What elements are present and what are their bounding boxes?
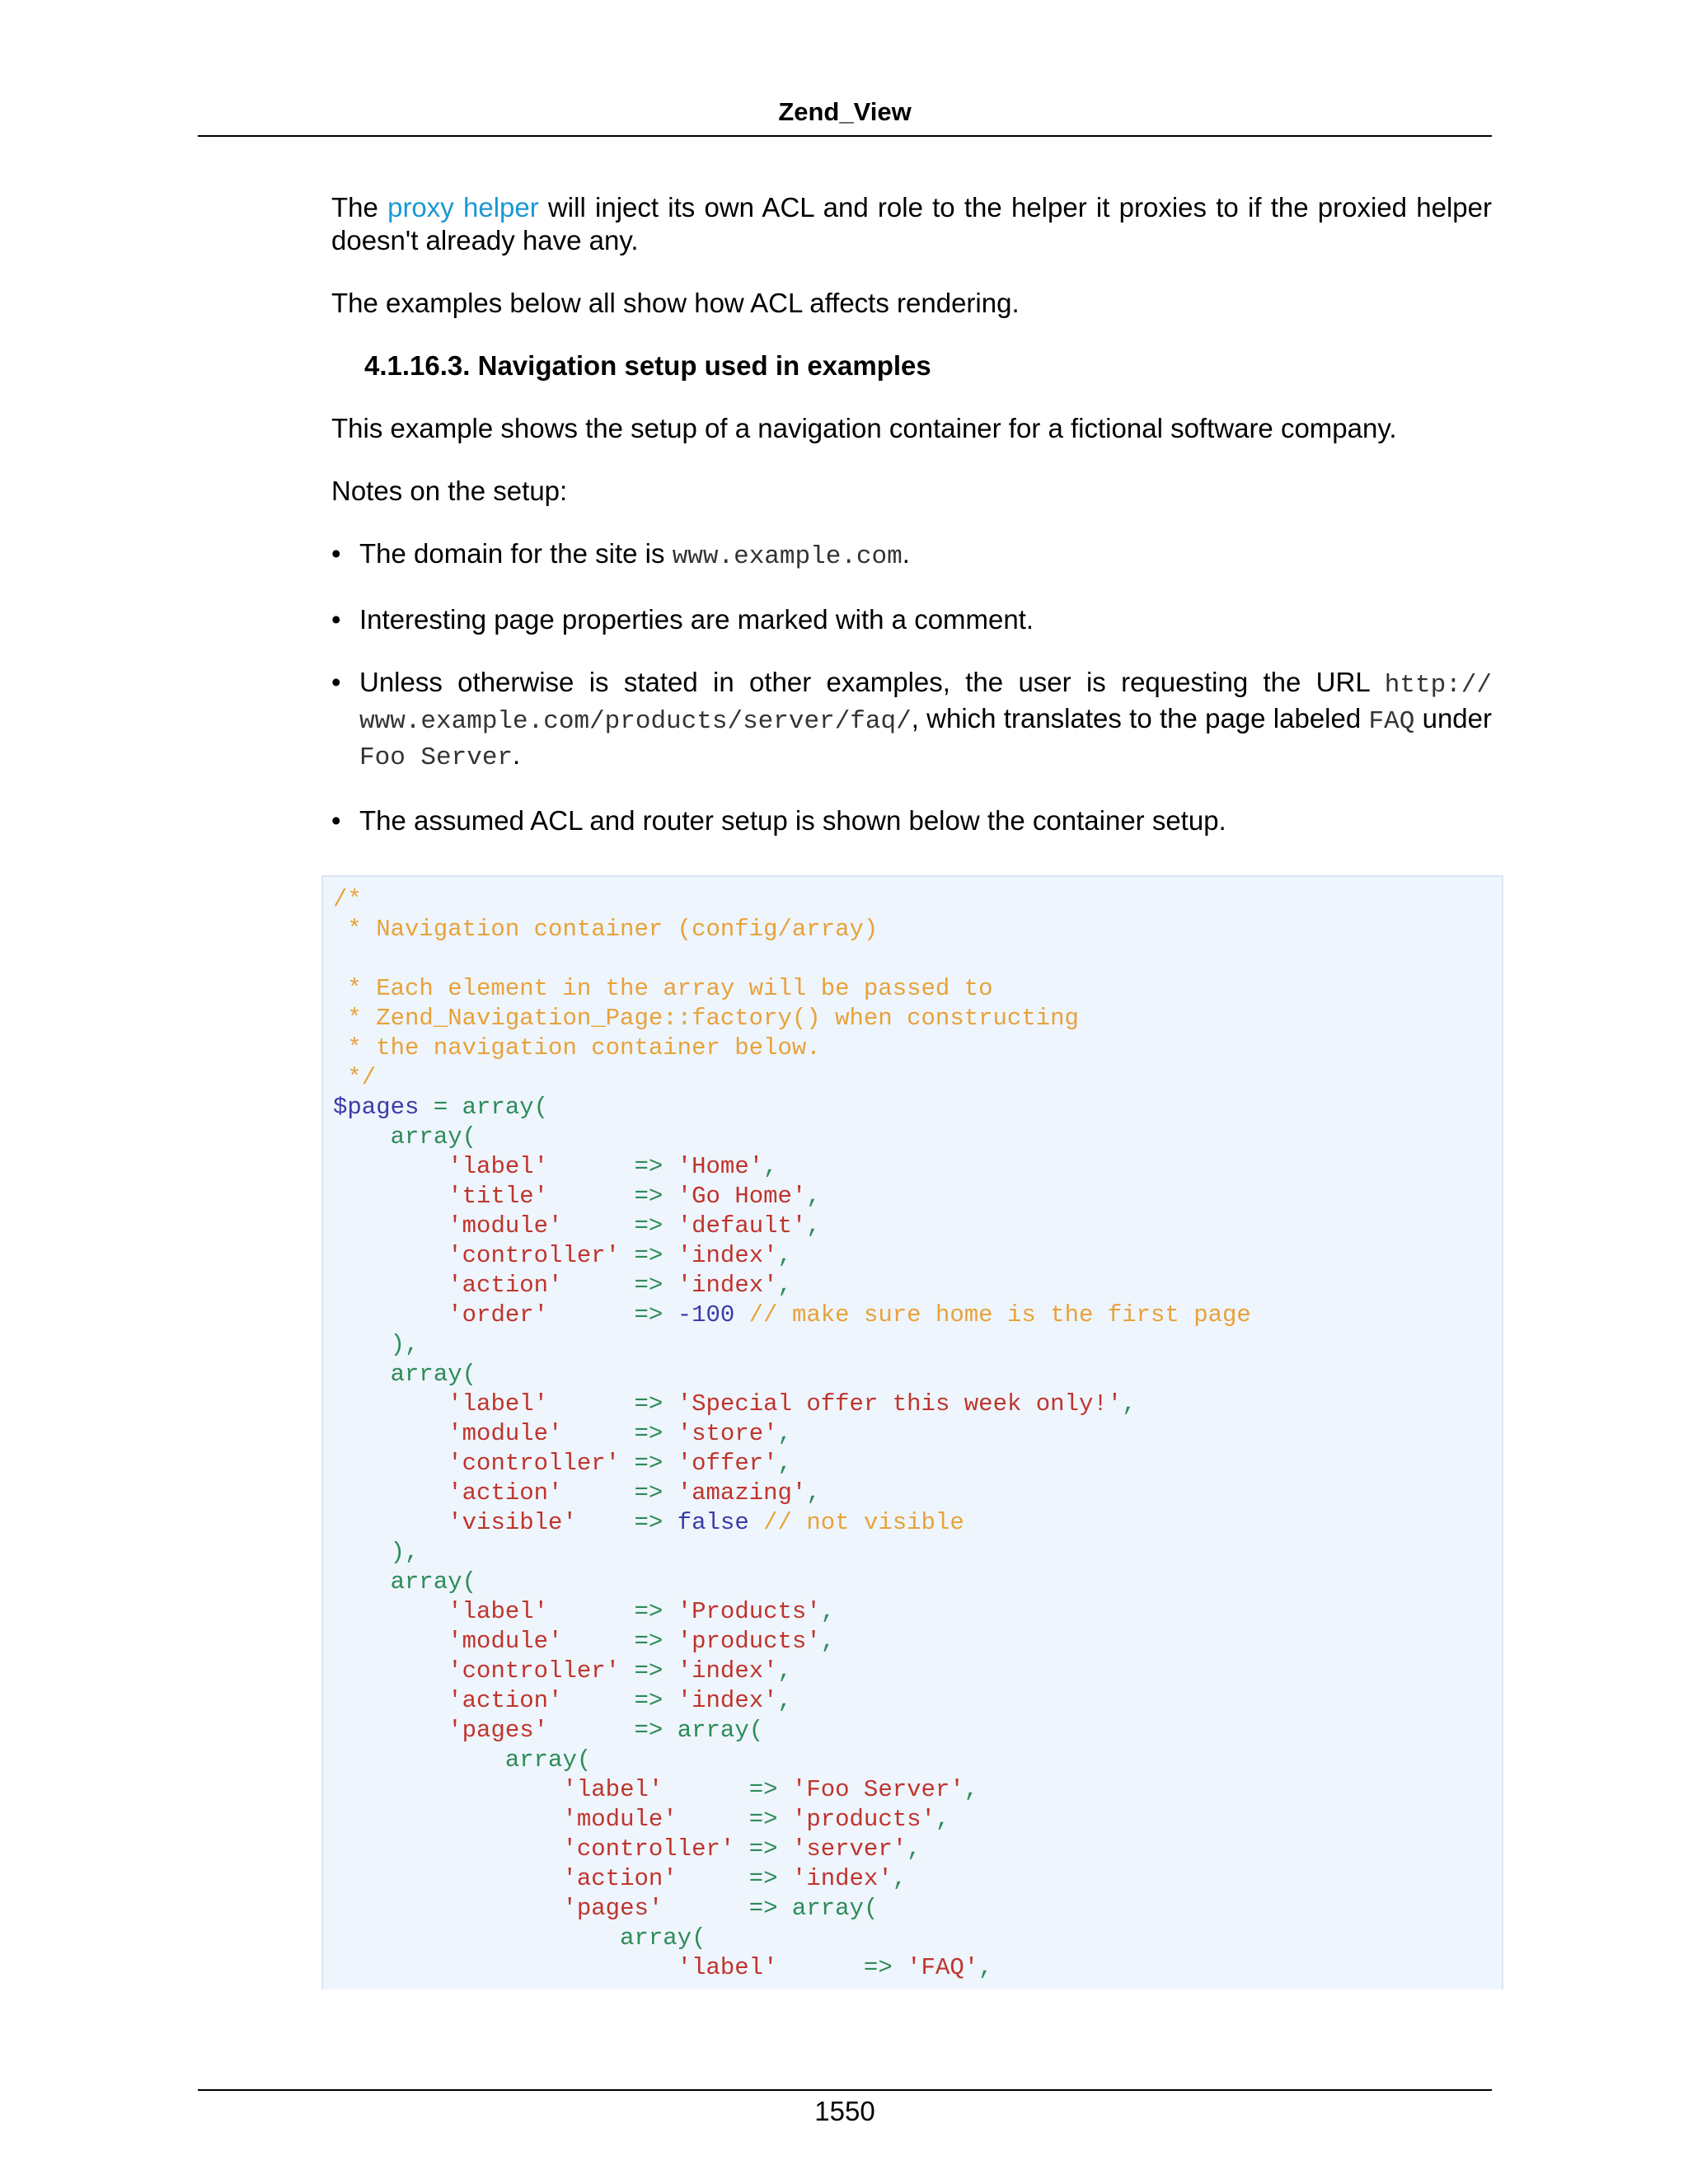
proxy-helper-link[interactable]: proxy helper (387, 192, 539, 223)
code-token: array (390, 1568, 462, 1596)
code-token: 'Foo Server' (791, 1776, 964, 1803)
code-token: => (548, 1183, 678, 1210)
code-token: 'module' (448, 1212, 563, 1240)
code-token: array (620, 1924, 692, 1952)
list-item (331, 537, 1492, 574)
code-line (333, 1301, 1502, 1330)
intro-text-after: will inject its own ACL and role to the helper it proxies to if the proxied helper doesn't already have any. (331, 192, 1492, 255)
code-line (333, 1538, 1502, 1568)
code-token: 'controller' (448, 1242, 621, 1269)
notes-list (331, 537, 1492, 837)
list-item (331, 603, 1492, 636)
code-token: ( (462, 1123, 477, 1151)
code-line (333, 1864, 1502, 1894)
code-token: 'visible' (448, 1509, 577, 1536)
code-token (333, 1954, 678, 1981)
code-token: 'pages' (448, 1717, 549, 1744)
code-token: 'label' (448, 1390, 549, 1418)
code-token: , (777, 1420, 792, 1447)
bullet-icon: • (331, 538, 341, 569)
code-token: => (548, 1301, 678, 1329)
code-token: 'module' (448, 1628, 563, 1655)
code-token: 'controller' (448, 1657, 621, 1685)
code-token: ( (576, 1746, 592, 1774)
domain-code: www.example.com (672, 542, 903, 571)
intro-text-before: The (331, 192, 388, 223)
code-line (333, 1152, 1502, 1182)
code-token: 'Special offer this week only!' (677, 1390, 1123, 1418)
code-line (333, 1716, 1502, 1746)
code-token: , (978, 1954, 993, 1981)
code-line (333, 1835, 1502, 1864)
code-line (333, 1657, 1502, 1686)
code-token: , (763, 1153, 778, 1180)
code-token: 'label' (448, 1598, 549, 1625)
code-line (333, 1479, 1502, 1508)
code-token: => (562, 1479, 678, 1507)
code-token: => (620, 1242, 678, 1269)
code-token: 'module' (562, 1806, 678, 1833)
code-token: 'products' (791, 1806, 935, 1833)
code-token (333, 1568, 391, 1596)
code-token: * Each element in the array will be passed to (333, 975, 993, 1002)
code-token (333, 1628, 448, 1655)
bullet-text-mid: , which translates to the page labeled (911, 703, 1369, 733)
bullet-text: Interesting page properties are marked with a comment. (359, 604, 1034, 635)
code-token (333, 1361, 391, 1388)
code-token: 'default' (677, 1212, 807, 1240)
code-token: 'index' (677, 1272, 778, 1299)
code-line (333, 974, 1502, 1004)
code-token: 'products' (677, 1628, 821, 1655)
code-token: -100 (677, 1301, 735, 1329)
code-token (333, 1390, 448, 1418)
code-line (333, 1953, 1502, 1983)
code-token: , (777, 1657, 792, 1685)
code-token: 'module' (448, 1420, 563, 1447)
code-token (333, 1806, 562, 1833)
code-line (333, 1033, 1502, 1063)
code-token: => (777, 1954, 907, 1981)
code-token (333, 1687, 448, 1714)
code-token: 'Home' (677, 1153, 764, 1180)
code-line (333, 1597, 1502, 1627)
code-token: , (964, 1776, 979, 1803)
code-token: 'FAQ' (907, 1954, 979, 1981)
code-token: => (620, 1657, 678, 1685)
code-token: => (562, 1272, 678, 1299)
code-line (333, 1390, 1502, 1419)
code-token: ( (533, 1094, 549, 1121)
code-token: ( (462, 1568, 477, 1596)
code-line (333, 1805, 1502, 1835)
code-token: 'controller' (562, 1835, 735, 1863)
code-line (333, 885, 1502, 915)
code-token: , (806, 1183, 821, 1210)
code-token: array (390, 1123, 462, 1151)
bullet-icon: • (331, 604, 341, 635)
code-token (333, 1924, 620, 1952)
code-token (333, 1835, 562, 1863)
code-line (333, 1212, 1502, 1241)
code-token: , (892, 1865, 907, 1892)
code-token: , (777, 1242, 792, 1269)
code-token: ), (333, 1331, 420, 1358)
code-token (333, 1242, 448, 1269)
code-token: * Zend_Navigation_Page::factory() when constructing (333, 1005, 1079, 1032)
code-token: 'server' (791, 1835, 907, 1863)
code-token: */ (333, 1064, 377, 1091)
code-token: => (663, 1895, 792, 1922)
code-token: , (820, 1598, 836, 1625)
code-token: 'index' (677, 1242, 778, 1269)
bullet-icon: • (331, 667, 341, 697)
code-line (333, 1924, 1502, 1953)
code-token: ), (333, 1539, 420, 1566)
code-token: false (677, 1509, 749, 1536)
code-line (333, 1182, 1502, 1212)
code-token: => (548, 1153, 678, 1180)
code-token (333, 1153, 448, 1180)
code-line (333, 1063, 1502, 1093)
code-token: * the navigation container below. (333, 1034, 821, 1062)
code-token: , (806, 1479, 821, 1507)
code-line (333, 944, 1502, 974)
code-token: 'action' (448, 1687, 563, 1714)
code-line (333, 1568, 1502, 1597)
code-token: 'label' (448, 1153, 549, 1180)
code-token: => (620, 1450, 678, 1477)
code-token: , (806, 1212, 821, 1240)
page-header-title: Zend_View (778, 97, 912, 126)
code-token: => (576, 1509, 678, 1536)
code-token (333, 1420, 448, 1447)
code-line (333, 1686, 1502, 1716)
setup-paragraph: This example shows the setup of a navigation container for a fictional software company. (331, 413, 1397, 443)
code-token: array (462, 1094, 534, 1121)
code-line (333, 915, 1502, 944)
code-token: // not visible (748, 1509, 964, 1536)
code-token: array (791, 1895, 864, 1922)
code-line (333, 1627, 1502, 1657)
section-heading: 4.1.16.3. Navigation setup used in examples (364, 350, 931, 381)
code-line (333, 1419, 1502, 1449)
code-line (333, 1775, 1502, 1805)
footer-rule (198, 2089, 1492, 2091)
code-token: array (390, 1361, 462, 1388)
code-token: ( (692, 1924, 706, 1952)
code-block (323, 877, 1502, 1983)
code-token: => (562, 1687, 678, 1714)
code-token: 'label' (562, 1776, 663, 1803)
code-token: 'Products' (677, 1598, 821, 1625)
code-token (333, 1865, 562, 1892)
code-token: 'index' (677, 1657, 778, 1685)
code-line (333, 1746, 1502, 1775)
list-item (331, 666, 1492, 775)
code-token: => (677, 1806, 792, 1833)
code-token: => (734, 1835, 792, 1863)
code-token: 'action' (448, 1272, 563, 1299)
code-line (333, 1004, 1502, 1033)
code-line (333, 1271, 1502, 1301)
code-token: , (1122, 1390, 1137, 1418)
code-token: 'store' (677, 1420, 778, 1447)
code-line (333, 1093, 1502, 1122)
code-token: 'Go Home' (677, 1183, 807, 1210)
code-token: /* (333, 886, 362, 913)
code-token (333, 1895, 562, 1922)
code-token: , (907, 1835, 921, 1863)
bullet-text: The domain for the site is (359, 538, 673, 569)
code-line (333, 1449, 1502, 1479)
list-item (331, 804, 1492, 837)
code-token: ( (748, 1717, 764, 1744)
code-token: => (548, 1598, 678, 1625)
code-token: * Navigation container (config/array) (333, 916, 879, 943)
bullet-text: Unless otherwise is stated in other examples, the user is requesting the URL (359, 667, 1385, 697)
code-token (333, 1776, 562, 1803)
code-token (333, 1450, 448, 1477)
bullet-text-end: . (513, 739, 521, 770)
code-token: , (777, 1272, 792, 1299)
code-token: 'index' (791, 1865, 893, 1892)
code-token (333, 1301, 448, 1329)
code-line (333, 1360, 1502, 1390)
code-line (333, 1330, 1502, 1360)
code-line (333, 1122, 1502, 1152)
code-token: => (677, 1865, 792, 1892)
code-token: 'index' (677, 1687, 778, 1714)
faq-code: FAQ (1368, 707, 1415, 736)
examples-paragraph: The examples below all show how ACL affects rendering. (331, 288, 1020, 318)
page-content (331, 191, 1492, 867)
code-token: ( (863, 1895, 879, 1922)
bullet-text-mid2: under (1414, 703, 1492, 733)
url-code: http:// www.example.com/products/server/faq/ (359, 671, 1492, 736)
code-token: = (419, 1094, 462, 1121)
foo-server-code: Foo Server (359, 743, 513, 772)
code-token: , (777, 1687, 792, 1714)
code-token: 'offer' (677, 1450, 778, 1477)
code-token: , (777, 1450, 792, 1477)
code-token: => (548, 1717, 678, 1744)
bullet-text-end: . (902, 538, 910, 569)
code-token (333, 1212, 448, 1240)
page-number: 1550 (814, 2096, 875, 2126)
code-token: => (663, 1776, 792, 1803)
code-token: => (562, 1420, 678, 1447)
code-listing (321, 875, 1503, 1990)
code-token (333, 1717, 448, 1744)
code-token: array (677, 1717, 749, 1744)
code-token: , (935, 1806, 950, 1833)
intro-paragraph (331, 191, 1492, 257)
header-rule (198, 135, 1492, 137)
code-token: 'controller' (448, 1450, 621, 1477)
code-token (333, 1598, 448, 1625)
code-token: 'action' (448, 1479, 563, 1507)
code-token: => (548, 1390, 678, 1418)
code-token: 'action' (562, 1865, 678, 1892)
code-token: 'pages' (562, 1895, 663, 1922)
code-token: 'amazing' (677, 1479, 807, 1507)
code-token: => (562, 1628, 678, 1655)
code-line (333, 1241, 1502, 1271)
code-token: , (820, 1628, 836, 1655)
code-token: ( (462, 1361, 477, 1388)
code-token: $pages (333, 1094, 420, 1121)
code-token (333, 1509, 448, 1536)
code-line (333, 1508, 1502, 1538)
bullet-text: The assumed ACL and router setup is shown below the container setup. (359, 805, 1226, 836)
code-token (333, 1183, 448, 1210)
bullet-icon: • (331, 805, 341, 836)
code-token: 'order' (448, 1301, 549, 1329)
code-token: 'title' (448, 1183, 549, 1210)
code-token (333, 1123, 391, 1151)
code-token (333, 1479, 448, 1507)
code-token (333, 1272, 448, 1299)
code-token: 'label' (677, 1954, 778, 1981)
code-token (333, 1746, 505, 1774)
code-token: array (504, 1746, 577, 1774)
code-line (333, 1894, 1502, 1924)
code-token: // make sure home is the first page (734, 1301, 1251, 1329)
code-token (333, 1657, 448, 1685)
code-token: => (562, 1212, 678, 1240)
notes-paragraph: Notes on the setup: (331, 476, 568, 506)
